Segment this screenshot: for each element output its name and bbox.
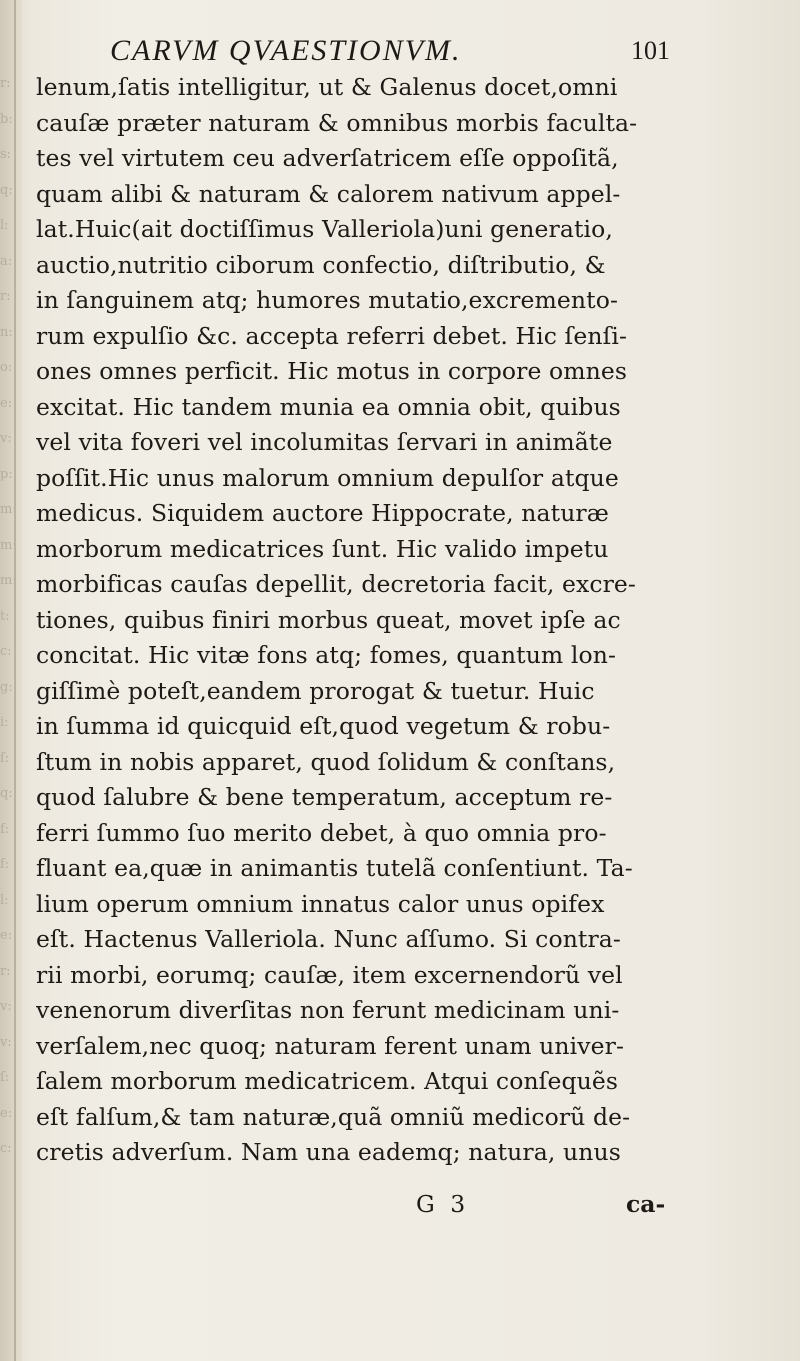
bleed-through-mark: v: [0,1034,12,1050]
text-line: quod ſalubre & bene temperatum, acceptum re- [36,783,613,811]
bleed-through-mark: ſ: [0,750,10,766]
text-line: morborum medicatrices ſunt. Hic valido impetu [36,534,609,563]
text-line: eſt. Hactenus Valleriola. Nunc aſſumo. Si contra- [36,925,621,953]
catchword: ca- [626,1190,666,1218]
text-line: ones omnes perficit. Hic motus in corpore omnes [36,357,628,385]
text-line: lat.Huic(ait doctiſſimus Valleriola)uni generatio, [36,215,613,243]
text-line: tiones, quibus finiri morbus queat, movet ipſe ac [36,605,621,634]
bleed-through-mark: e: [0,395,13,411]
text-line: fluant ea,quæ in animantis tutelã conſentiunt. Ta- [36,854,633,882]
bleed-through-mark: e: [0,928,13,943]
bleed-through-mark: g: [0,679,13,695]
text-line: venenorum diverſitas non ferunt medicinam uni- [36,996,620,1024]
bleed-through-mark: q: [0,182,13,198]
bleed-through-mark: r: [0,289,11,304]
text-line: quam alibi & naturam & calorem nativum appel- [36,179,621,208]
text-line: ferri ſummo ſuo merito debet, à quo omnia pro- [36,818,607,847]
text-line: ſalem morborum medicatricem. Atqui conſequẽs [36,1067,619,1095]
body-text [36,70,656,1171]
bleed-through-mark: f: [0,821,10,837]
bleed-through-mark: n: [0,324,13,340]
bleed-through-mark: m: [0,573,17,588]
text-line: tes vel virtutem ceu adverſatricem eſſe oppoſitã, [36,144,619,172]
bleed-through-mark: a: [0,253,13,269]
text-line: eſt falſum,& tam naturæ,quã omniũ medicorũ de- [36,1102,631,1131]
bleed-through-mark: v: [0,999,12,1014]
bleed-through-mark: l: [0,218,9,233]
text-line: cretis adverſum. Nam una eademq; natura, unus [36,1138,621,1166]
text-line: concitat. Hic vitæ fons atq; fomes, quantum lon- [36,641,617,669]
bleed-through-mark: s: [0,147,12,162]
running-title: CARVM QVAESTIONVM. [110,34,462,67]
text-line: cauſæ præter naturam & omnibus morbis faculta- [36,108,638,137]
text-line: poſſit.Hic unus malorum omnium depulſor atque [36,463,619,492]
bleed-through-mark: m: [0,537,17,553]
bleed-through-mark: r: [0,963,11,979]
bleed-through-mark: f: [0,857,10,872]
text-line: lium operum omnium innatus calor unus opifex [36,889,605,918]
text-line: rii morbi, eorumq; cauſæ, item excernendorũ vel [36,960,623,989]
bleed-through-mark: q: [0,786,13,801]
bleed-through-mark: ſ: [0,1070,10,1085]
text-line: ſtum in nobis apparet, quod ſolidum & conſtans, [36,747,616,776]
bleed-through-mark: p: [0,466,13,482]
bleed-through-mark: i: [0,715,9,730]
text-line: auctio,nutritio ciborum confectio, diſtributio, & [36,250,606,279]
page-number: 101 [631,36,670,65]
text-line: excitat. Hic tandem munia ea omnia obit, quibus [36,392,621,421]
text-line: morbificas cauſas depellit, decretoria facit, excre- [36,570,636,598]
text-line: in ſumma id quicquid eſt,quod vegetum & robu- [36,712,611,740]
page-footer [36,1190,666,1226]
bleed-through-mark: l: [0,892,9,908]
bleed-through-mark: b: [0,111,13,127]
signature-mark: G 3 [416,1190,470,1218]
text-line: giſſimè poteſt,eandem prorogat & tuetur. Huic [36,676,595,705]
text-line: verſalem,nec quoq; naturam ferent unam univer- [36,1031,625,1060]
text-line: vel vita foveri vel incolumitas ſervari in animãte [36,428,613,456]
text-line: rum expulſio &c. accepta referri debet. Hic ſenſi- [36,321,628,350]
bleed-through-mark: c: [0,644,12,659]
bleed-through-mark: m: [0,502,17,517]
text-line: medicus. Siquidem auctore Hippocrate, naturæ [36,499,609,527]
bleed-through-mark: r: [0,76,11,91]
text-line: in ſanguinem atq; humores mutatio,excremento- [36,286,618,314]
bleed-through-mark: t: [0,608,10,624]
bleed-through-mark: v: [0,431,12,446]
text-line: lenum,ſatis intelligitur, ut & Galenus docet,omni [36,73,618,101]
bleed-through-mark: o: [0,360,13,375]
bleed-through-mark: e: [0,1105,13,1121]
bleed-through-mark: c: [0,1141,12,1156]
